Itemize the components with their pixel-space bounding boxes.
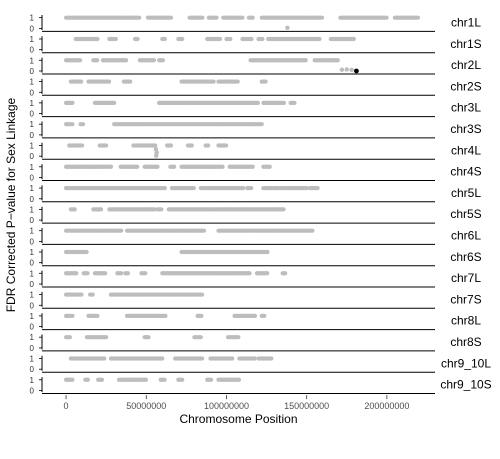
y-tick-label: 0 bbox=[29, 66, 34, 76]
data-point bbox=[70, 122, 74, 126]
y-tick-label: 1 bbox=[29, 184, 34, 194]
panel-chr9_10S bbox=[30, 376, 492, 396]
y-tick-label: 0 bbox=[29, 216, 34, 226]
data-point bbox=[112, 101, 116, 105]
data-point bbox=[104, 335, 108, 339]
data-point bbox=[154, 153, 158, 157]
data-point bbox=[241, 186, 245, 190]
panel-label: chr3S bbox=[450, 122, 482, 136]
panel-label: chr4S bbox=[450, 164, 482, 179]
data-point bbox=[253, 356, 257, 360]
data-point bbox=[85, 271, 89, 275]
y-tick-label: 1 bbox=[29, 226, 34, 236]
data-point bbox=[200, 16, 204, 20]
y-tick-label: 1 bbox=[29, 141, 34, 151]
data-point bbox=[200, 292, 204, 296]
panel-label: chr6L bbox=[450, 228, 482, 243]
data-point bbox=[336, 58, 340, 62]
data-point bbox=[236, 79, 240, 83]
x-tick-label: 100000000 bbox=[203, 401, 250, 412]
data-point bbox=[162, 378, 166, 382]
y-tick-label: 1 bbox=[29, 34, 34, 44]
data-point bbox=[70, 101, 74, 105]
data-point bbox=[209, 378, 213, 382]
panel-chr4S bbox=[30, 163, 482, 183]
panel-label: chr7L bbox=[450, 271, 482, 286]
x-tick-label: 150000000 bbox=[284, 401, 330, 412]
panel-label: chr2S bbox=[450, 79, 482, 94]
y-tick-label: 1 bbox=[29, 13, 34, 23]
data-point bbox=[143, 271, 147, 275]
data-point bbox=[292, 101, 296, 105]
data-point bbox=[265, 271, 269, 275]
data-point bbox=[251, 165, 255, 169]
data-point bbox=[100, 378, 104, 382]
panel-label: chr3L bbox=[450, 100, 482, 115]
panel-chr1L bbox=[30, 14, 482, 34]
data-point bbox=[99, 207, 103, 211]
y-tick-label: 0 bbox=[29, 365, 34, 375]
data-point bbox=[262, 314, 266, 318]
panel-label: chr8L bbox=[450, 313, 482, 328]
data-point bbox=[340, 68, 344, 72]
data-point bbox=[304, 58, 308, 62]
data-point bbox=[236, 335, 240, 339]
panel-chr9_10L bbox=[30, 354, 492, 374]
data-point bbox=[114, 37, 118, 41]
panel-chr6L bbox=[30, 227, 482, 247]
y-tick-label: 0 bbox=[29, 237, 34, 247]
data-point bbox=[214, 16, 218, 20]
data-point bbox=[221, 165, 225, 169]
panel-chr4L bbox=[30, 141, 482, 161]
data-point bbox=[124, 58, 128, 62]
data-point bbox=[256, 101, 260, 105]
data-point bbox=[95, 58, 99, 62]
panel-label: chr5L bbox=[450, 185, 482, 200]
data-point bbox=[102, 356, 106, 360]
data-point bbox=[68, 335, 72, 339]
data-point bbox=[249, 186, 253, 190]
data-point bbox=[285, 26, 289, 30]
data-point bbox=[128, 79, 132, 83]
data-point bbox=[190, 143, 194, 147]
data-point bbox=[119, 271, 123, 275]
data-point bbox=[86, 378, 90, 382]
panel-chr8S bbox=[30, 333, 482, 353]
data-point bbox=[200, 356, 204, 360]
data-point bbox=[135, 165, 139, 169]
x-axis bbox=[64, 395, 410, 411]
chart-panels bbox=[30, 14, 492, 396]
data-point bbox=[260, 122, 264, 126]
panel-chr7L bbox=[30, 269, 482, 289]
data-point bbox=[155, 165, 159, 169]
y-tick-label: 1 bbox=[29, 375, 34, 385]
data-point bbox=[352, 37, 356, 41]
data-point bbox=[152, 58, 156, 62]
x-tick-label: 50000000 bbox=[126, 401, 167, 412]
y-tick-label: 0 bbox=[29, 130, 34, 140]
y-tick-label: 1 bbox=[29, 311, 34, 321]
panel-label: chr9_10S bbox=[440, 377, 492, 392]
y-tick-label: 0 bbox=[29, 279, 34, 289]
panel-chr3L bbox=[30, 99, 482, 119]
panel-label: chr2L bbox=[450, 58, 482, 73]
data-point bbox=[320, 16, 324, 20]
data-point bbox=[199, 335, 203, 339]
panel-chr2S bbox=[30, 78, 482, 98]
data-point bbox=[240, 16, 244, 20]
y-tick-label: 0 bbox=[29, 194, 34, 204]
data-point bbox=[163, 314, 167, 318]
data-point bbox=[95, 314, 99, 318]
data-point bbox=[315, 186, 319, 190]
y-tick-label: 1 bbox=[29, 290, 34, 300]
data-point bbox=[146, 335, 150, 339]
panel-chr8L bbox=[30, 312, 482, 332]
y-tick-label: 1 bbox=[29, 120, 34, 130]
data-point bbox=[416, 16, 420, 20]
data-point bbox=[199, 314, 203, 318]
data-point bbox=[206, 143, 210, 147]
x-tick-label: 0 bbox=[63, 401, 69, 412]
data-point bbox=[237, 378, 241, 382]
y-tick-label: 0 bbox=[29, 109, 34, 119]
panel-label: chr5S bbox=[450, 207, 482, 222]
data-point bbox=[104, 143, 108, 147]
data-point bbox=[95, 37, 99, 41]
panel-chr3S bbox=[30, 120, 482, 140]
data-point bbox=[180, 378, 184, 382]
data-point bbox=[268, 165, 272, 169]
panel-label: chr7S bbox=[450, 292, 482, 307]
y-tick-label: 1 bbox=[29, 247, 34, 257]
data-point bbox=[281, 207, 285, 211]
data-point bbox=[119, 229, 123, 233]
y-tick-label: 0 bbox=[29, 301, 34, 311]
data-point bbox=[161, 58, 165, 62]
data-point bbox=[345, 67, 349, 71]
data-point bbox=[269, 356, 273, 360]
y-tick-label: 0 bbox=[29, 343, 34, 353]
data-point bbox=[349, 68, 353, 72]
y-tick-label: 1 bbox=[29, 162, 34, 172]
panel-chr1S bbox=[30, 35, 482, 55]
data-point bbox=[136, 37, 140, 41]
data-point bbox=[247, 271, 251, 275]
data-point bbox=[317, 37, 321, 41]
data-point bbox=[224, 143, 228, 147]
data-point bbox=[79, 79, 83, 83]
y-tick-label: 1 bbox=[29, 333, 34, 343]
data-point bbox=[84, 250, 88, 254]
data-point bbox=[81, 122, 85, 126]
y-tick-label: 0 bbox=[29, 322, 34, 332]
data-point bbox=[70, 314, 74, 318]
data-point bbox=[74, 271, 78, 275]
x-tick-label: 200000000 bbox=[364, 401, 410, 412]
y-tick-label: 1 bbox=[29, 205, 34, 215]
panel-label: chr1S bbox=[450, 36, 482, 51]
panel-label: chr6S bbox=[450, 249, 482, 264]
data-point bbox=[264, 79, 268, 83]
data-point bbox=[172, 165, 176, 169]
data-point bbox=[282, 101, 286, 105]
data-point bbox=[212, 79, 216, 83]
y-tick-label: 1 bbox=[29, 269, 34, 279]
data-point bbox=[107, 79, 111, 83]
y-tick-label: 0 bbox=[29, 88, 34, 98]
data-point bbox=[78, 58, 82, 62]
data-point bbox=[103, 271, 107, 275]
y-tick-label: 0 bbox=[29, 386, 34, 396]
y-axis-title: FDR Corrected P−value for Sex Linkage bbox=[4, 97, 18, 313]
data-point bbox=[163, 186, 167, 190]
y-tick-label: 1 bbox=[29, 98, 34, 108]
data-point bbox=[230, 356, 234, 360]
data-point bbox=[310, 229, 314, 233]
y-tick-label: 0 bbox=[29, 258, 34, 268]
data-point bbox=[283, 271, 287, 275]
data-point bbox=[218, 37, 222, 41]
data-point bbox=[384, 16, 388, 20]
data-point bbox=[249, 37, 253, 41]
data-point bbox=[144, 378, 148, 382]
data-point bbox=[260, 37, 264, 41]
panel-chr2L bbox=[30, 56, 482, 76]
panel-label: chr1L bbox=[450, 15, 482, 30]
x-axis-title: Chromosome Position bbox=[179, 412, 298, 427]
data-point bbox=[169, 143, 173, 147]
panel-chr5S bbox=[30, 205, 482, 225]
data-point bbox=[163, 37, 167, 41]
panel-chr7S bbox=[30, 291, 482, 311]
data-point bbox=[228, 37, 232, 41]
data-point bbox=[160, 356, 164, 360]
data-point bbox=[202, 229, 206, 233]
data-point bbox=[80, 143, 84, 147]
data-point bbox=[159, 207, 163, 211]
panel-label: chr9_10L bbox=[440, 356, 492, 371]
data-point bbox=[73, 207, 77, 211]
y-tick-label: 0 bbox=[29, 173, 34, 183]
data-point bbox=[79, 292, 83, 296]
data-point bbox=[192, 186, 196, 190]
panel-chr5L bbox=[30, 184, 482, 204]
y-tick-label: 0 bbox=[29, 152, 34, 162]
y-tick-label: 1 bbox=[29, 354, 34, 364]
data-point bbox=[126, 271, 130, 275]
data-point bbox=[70, 378, 74, 382]
y-tick-label: 0 bbox=[29, 45, 34, 55]
panel-label: chr8S bbox=[450, 335, 482, 349]
data-point bbox=[180, 37, 184, 41]
y-tick-label: 1 bbox=[29, 77, 34, 87]
data-point bbox=[253, 314, 257, 318]
panel-chr6S bbox=[30, 248, 482, 268]
data-point bbox=[251, 16, 255, 20]
data-point bbox=[91, 292, 95, 296]
y-tick-label: 0 bbox=[29, 24, 34, 34]
panel-label: chr4L bbox=[450, 143, 482, 158]
data-point bbox=[265, 250, 269, 254]
data-point bbox=[153, 143, 157, 147]
significant-point bbox=[354, 69, 359, 74]
y-tick-label: 1 bbox=[29, 56, 34, 66]
data-point bbox=[169, 16, 173, 20]
data-point bbox=[137, 16, 141, 20]
data-point bbox=[109, 165, 113, 169]
